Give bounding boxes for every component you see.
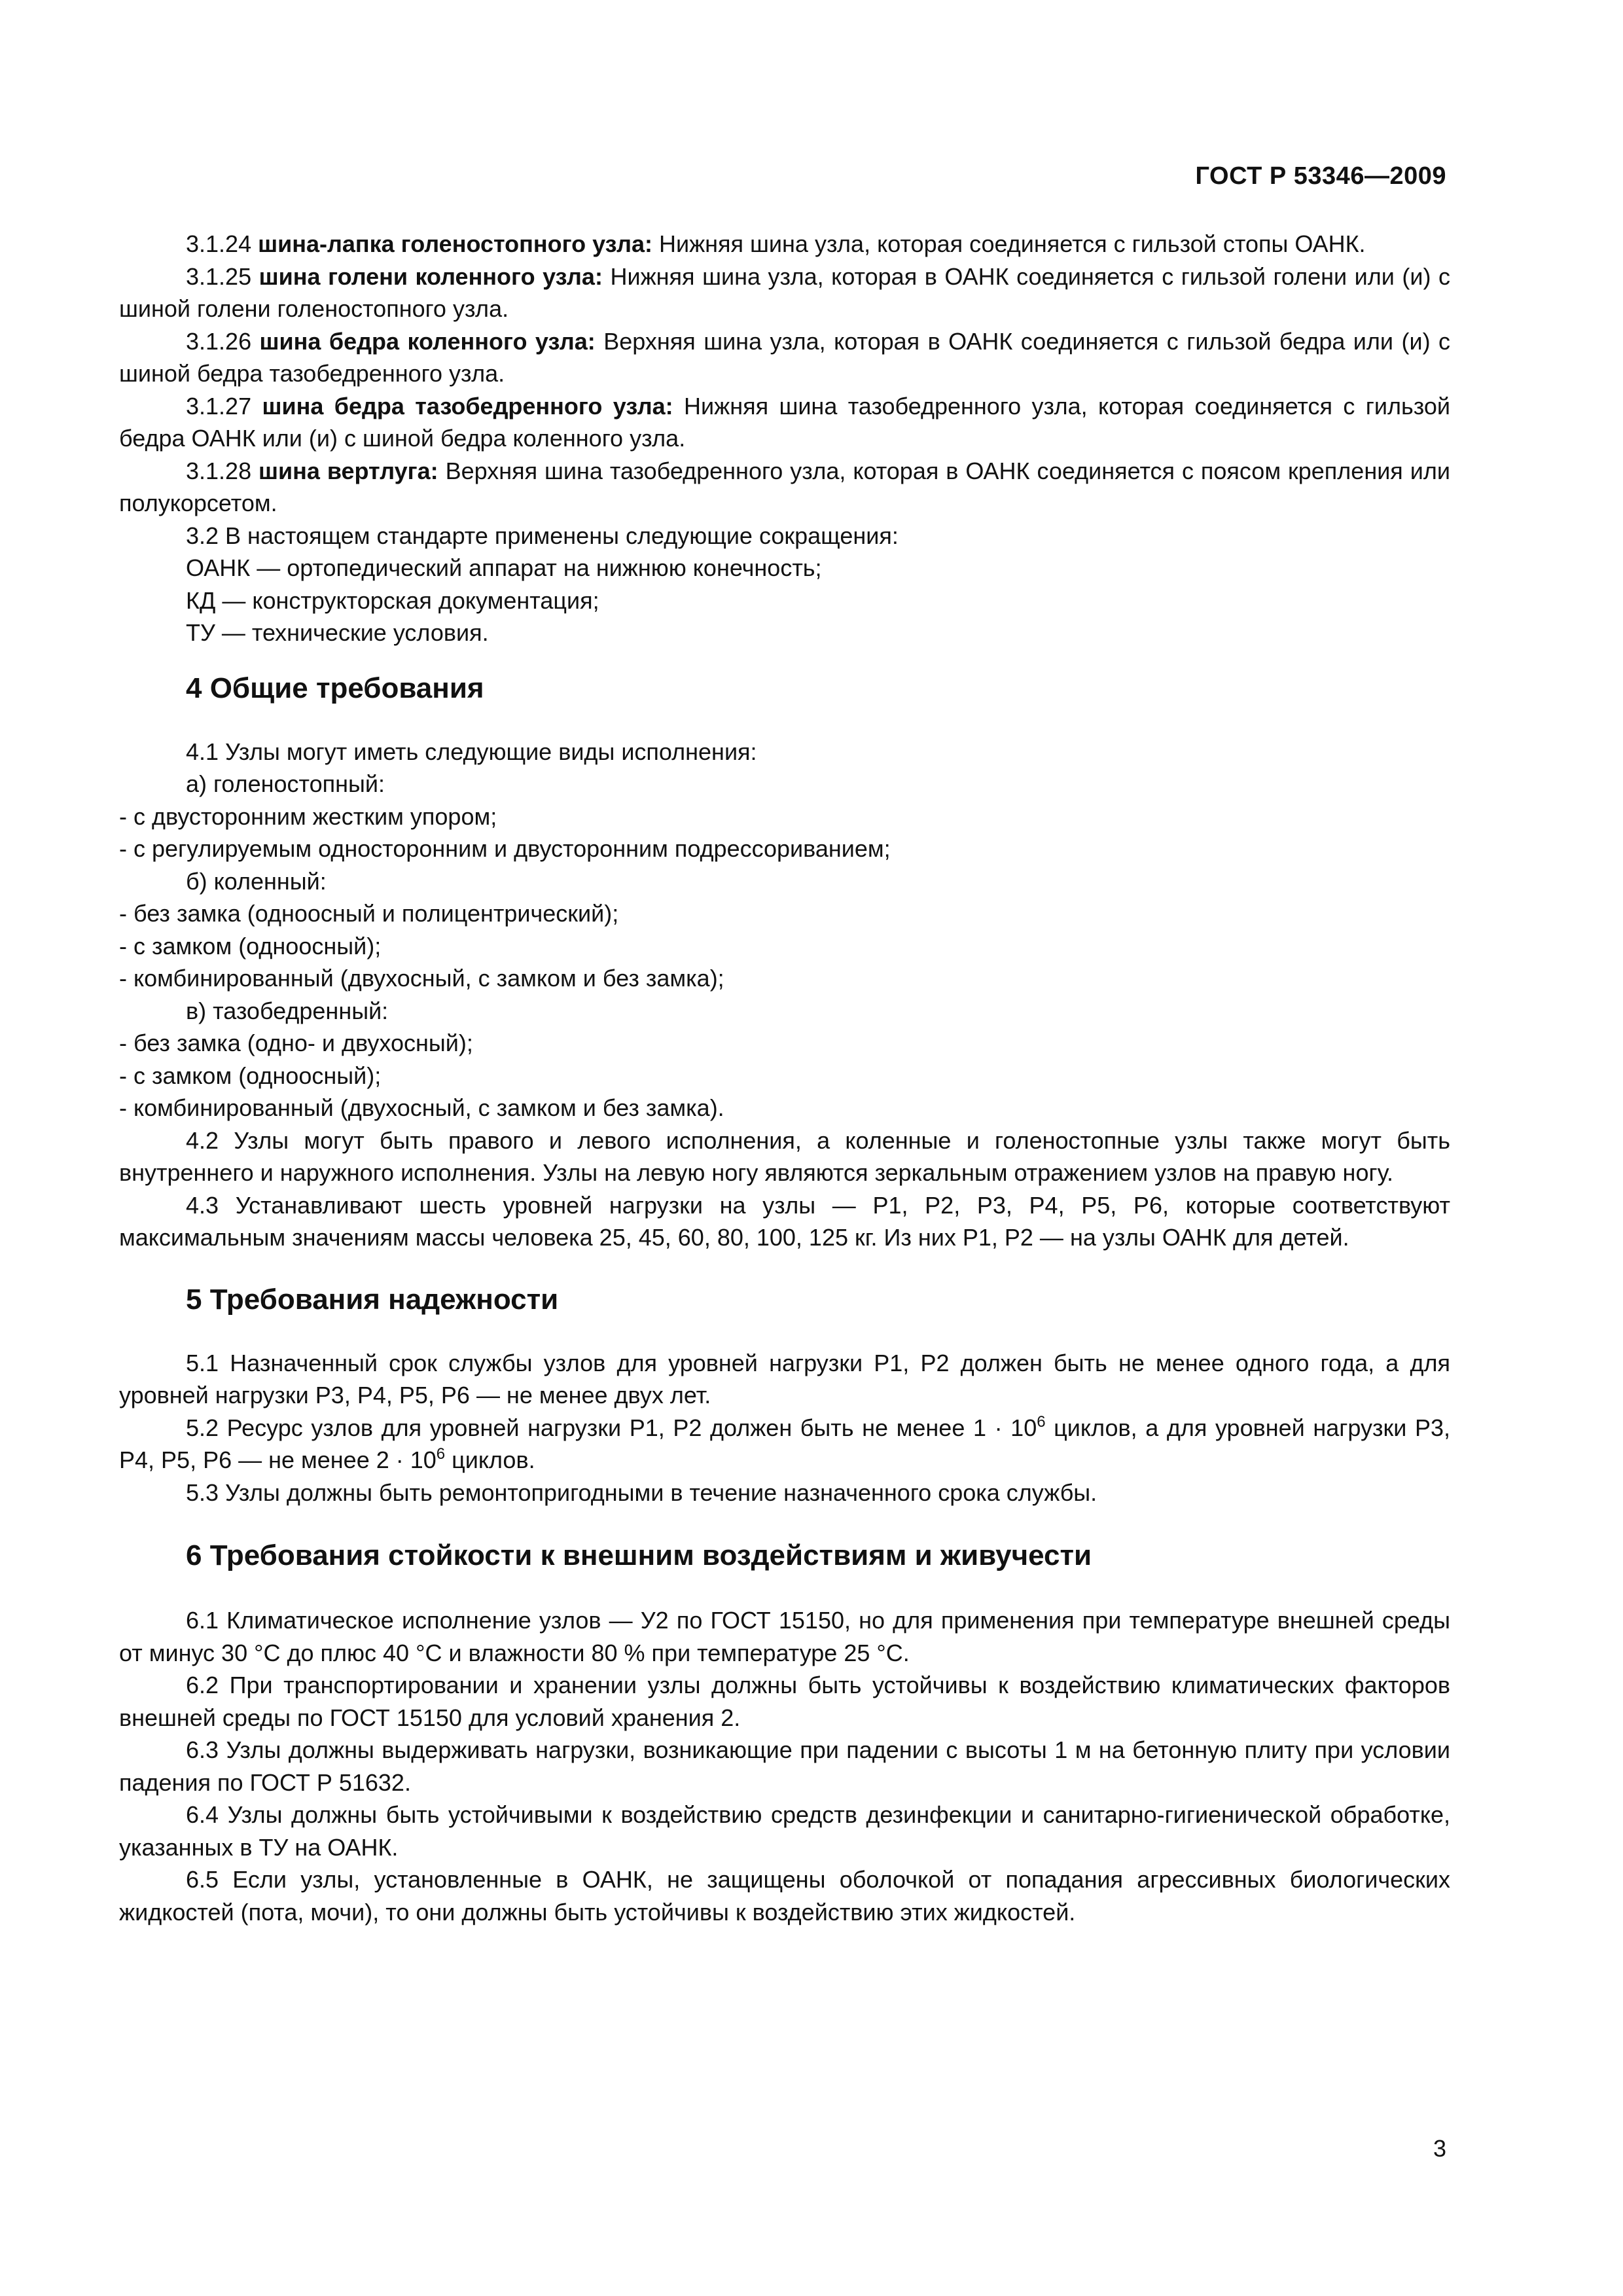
list-subitem: - комбинированный (двухосный, с замком и без замка); [119, 965, 724, 992]
document-header: ГОСТ Р 53346—2009 [1195, 162, 1446, 190]
clause-6-3: 6.3 Узлы должны выдерживать нагрузки, возникающие при падении с высоты 1 м на бетонную плиту при условии падения по ГОСТ Р 51632. [119, 1736, 1450, 1796]
clause-text: циклов. [445, 1446, 535, 1473]
definition-term: шина голени коленного узла: [259, 262, 603, 290]
definition-term: шина бедра тазобедренного узла: [262, 392, 673, 420]
section-heading-5: 5 Требования надежности [186, 1283, 559, 1316]
list-subitem: - с регулируемым односторонним и двусторонним подрессориванием; [119, 835, 891, 862]
clause-text: циклов, а для уровней нагрузки Р3, Р4, Р5, Р6 — не менее 2 · 10 [119, 1414, 1450, 1473]
definition-3-1-26 [119, 325, 1450, 390]
clause-6-5: 6.5 Если узлы, установленные в ОАНК, не защищены оболочкой от попадания агрессивных биологических жидкостей (пота, мочи), то они должны быть устойчивы к воздействию этих жидкостей. [119, 1866, 1450, 1926]
list-subitem: - с двусторонним жестким упором; [119, 802, 497, 830]
exponent: 6 [436, 1445, 446, 1463]
list-subitem: - с замком (одноосный); [119, 932, 382, 960]
abbreviation-item: ТУ — технические условия. [186, 619, 489, 646]
clause-6-4: 6.4 Узлы должны быть устойчивыми к воздействию средств дезинфекции и санитарно-гигиенической обработке, указанных в ТУ на ОАНК. [119, 1801, 1450, 1861]
clause-4-2: 4.2 Узлы могут быть правого и левого исполнения, а коленные и голеностопные узлы также могут быть внутреннего и наружного исполнения. Узлы на левую ногу являются зеркальным отражением узлов на правую ногу. [119, 1126, 1450, 1186]
list-item-hip: в) тазобедренный: [186, 997, 389, 1024]
definition-number: 3.1.26 [186, 327, 252, 355]
document-body [119, 228, 1450, 1928]
list-subitem: - без замка (одноосный и полицентрический); [119, 900, 619, 927]
definition-3-1-27 [119, 390, 1450, 455]
definition-3-1-25 [119, 260, 1450, 325]
definition-text: Нижняя шина узла, которая соединяется с гильзой стопы ОАНК. [658, 230, 1366, 257]
clause-6-2: 6.2 При транспортировании и хранении узлы должны быть устойчивы к воздействию климатических факторов внешней среды по ГОСТ 15150 для условий хранения 2. [119, 1672, 1450, 1731]
definition-text: Верхняя шина узла, которая в ОАНК соединяется с гильзой бедра или (и) с шиной бедра тазобедренного узла. [119, 327, 1450, 387]
section-heading-4: 4 Общие требования [186, 672, 484, 704]
clause-5-3: 5.3 Узлы должны быть ремонтопригодными в течение назначенного срока службы. [186, 1479, 1097, 1506]
definition-number: 3.1.27 [186, 392, 252, 420]
definition-3-1-24 [119, 228, 1450, 260]
abbreviation-item: КД — конструкторская документация; [186, 586, 599, 614]
definition-number: 3.1.25 [186, 262, 252, 290]
clause-6-1: 6.1 Климатическое исполнение узлов — У2 по ГОСТ 15150, но для применения при температуре внешней среды от минус 30 °С до плюс 40 °С и влажности 80 % при температуре 25 °С. [119, 1607, 1450, 1666]
abbreviations-intro: 3.2 В настоящем стандарте применены следующие сокращения: [186, 522, 899, 549]
list-item-knee: б) коленный: [186, 867, 327, 895]
abbreviation-item: ОАНК — ортопедический аппарат на нижнюю конечность; [186, 554, 822, 581]
list-subitem: - без замка (одно- и двухосный); [119, 1030, 473, 1056]
exponent: 6 [1037, 1412, 1046, 1431]
list-subitem: - комбинированный (двухосный, с замком и без замка). [119, 1094, 724, 1121]
definition-term: шина-лапка голеностопного узла: [258, 230, 652, 257]
clause-5-2 [119, 1412, 1450, 1477]
definition-number: 3.1.28 [186, 457, 252, 484]
definition-text: Нижняя шина тазобедренного узла, которая соединяется с гильзой бедра ОАНК или (и) с шиной бедра коленного узла. [119, 392, 1450, 452]
list-item-ankle: а) голеностопный: [186, 770, 385, 797]
page-number: 3 [1433, 2135, 1446, 2162]
clause-4-3: 4.3 Устанавливают шесть уровней нагрузки на узлы — Р1, Р2, Р3, Р4, Р5, Р6, которые соответствуют максимальным значениям массы человека 25, 45, 60, 80, 100, 125 кг. Из них Р1, Р2 — на узлы ОАНК для детей. [119, 1191, 1450, 1251]
definition-3-1-28 [119, 455, 1450, 520]
definition-text: Нижняя шина узла, которая в ОАНК соединяется с гильзой голени или (и) с шиной голени голеностопного узла. [119, 262, 1450, 322]
list-subitem: - с замком (одноосный); [119, 1062, 382, 1089]
definition-term: шина вертлуга: [259, 457, 438, 484]
clause-text: 5.2 Ресурс узлов для уровней нагрузки Р1, Р2 должен быть не менее 1 · 10 [186, 1414, 1037, 1441]
definition-term: шина бедра коленного узла: [259, 327, 596, 355]
section-heading-6: 6 Требования стойкости к внешним воздействиям и живучести [186, 1539, 1092, 1571]
definition-number: 3.1.24 [186, 230, 252, 257]
clause-4-1: 4.1 Узлы могут иметь следующие виды исполнения: [186, 738, 757, 765]
definition-text: Верхняя шина тазобедренного узла, которая в ОАНК соединяется с поясом крепления или полукорсетом. [119, 457, 1450, 516]
clause-5-1: 5.1 Назначенный срок службы узлов для уровней нагрузки Р1, Р2 должен быть не менее одного года, а для уровней нагрузки Р3, Р4, Р5, Р6 — не менее двух лет. [119, 1349, 1450, 1408]
